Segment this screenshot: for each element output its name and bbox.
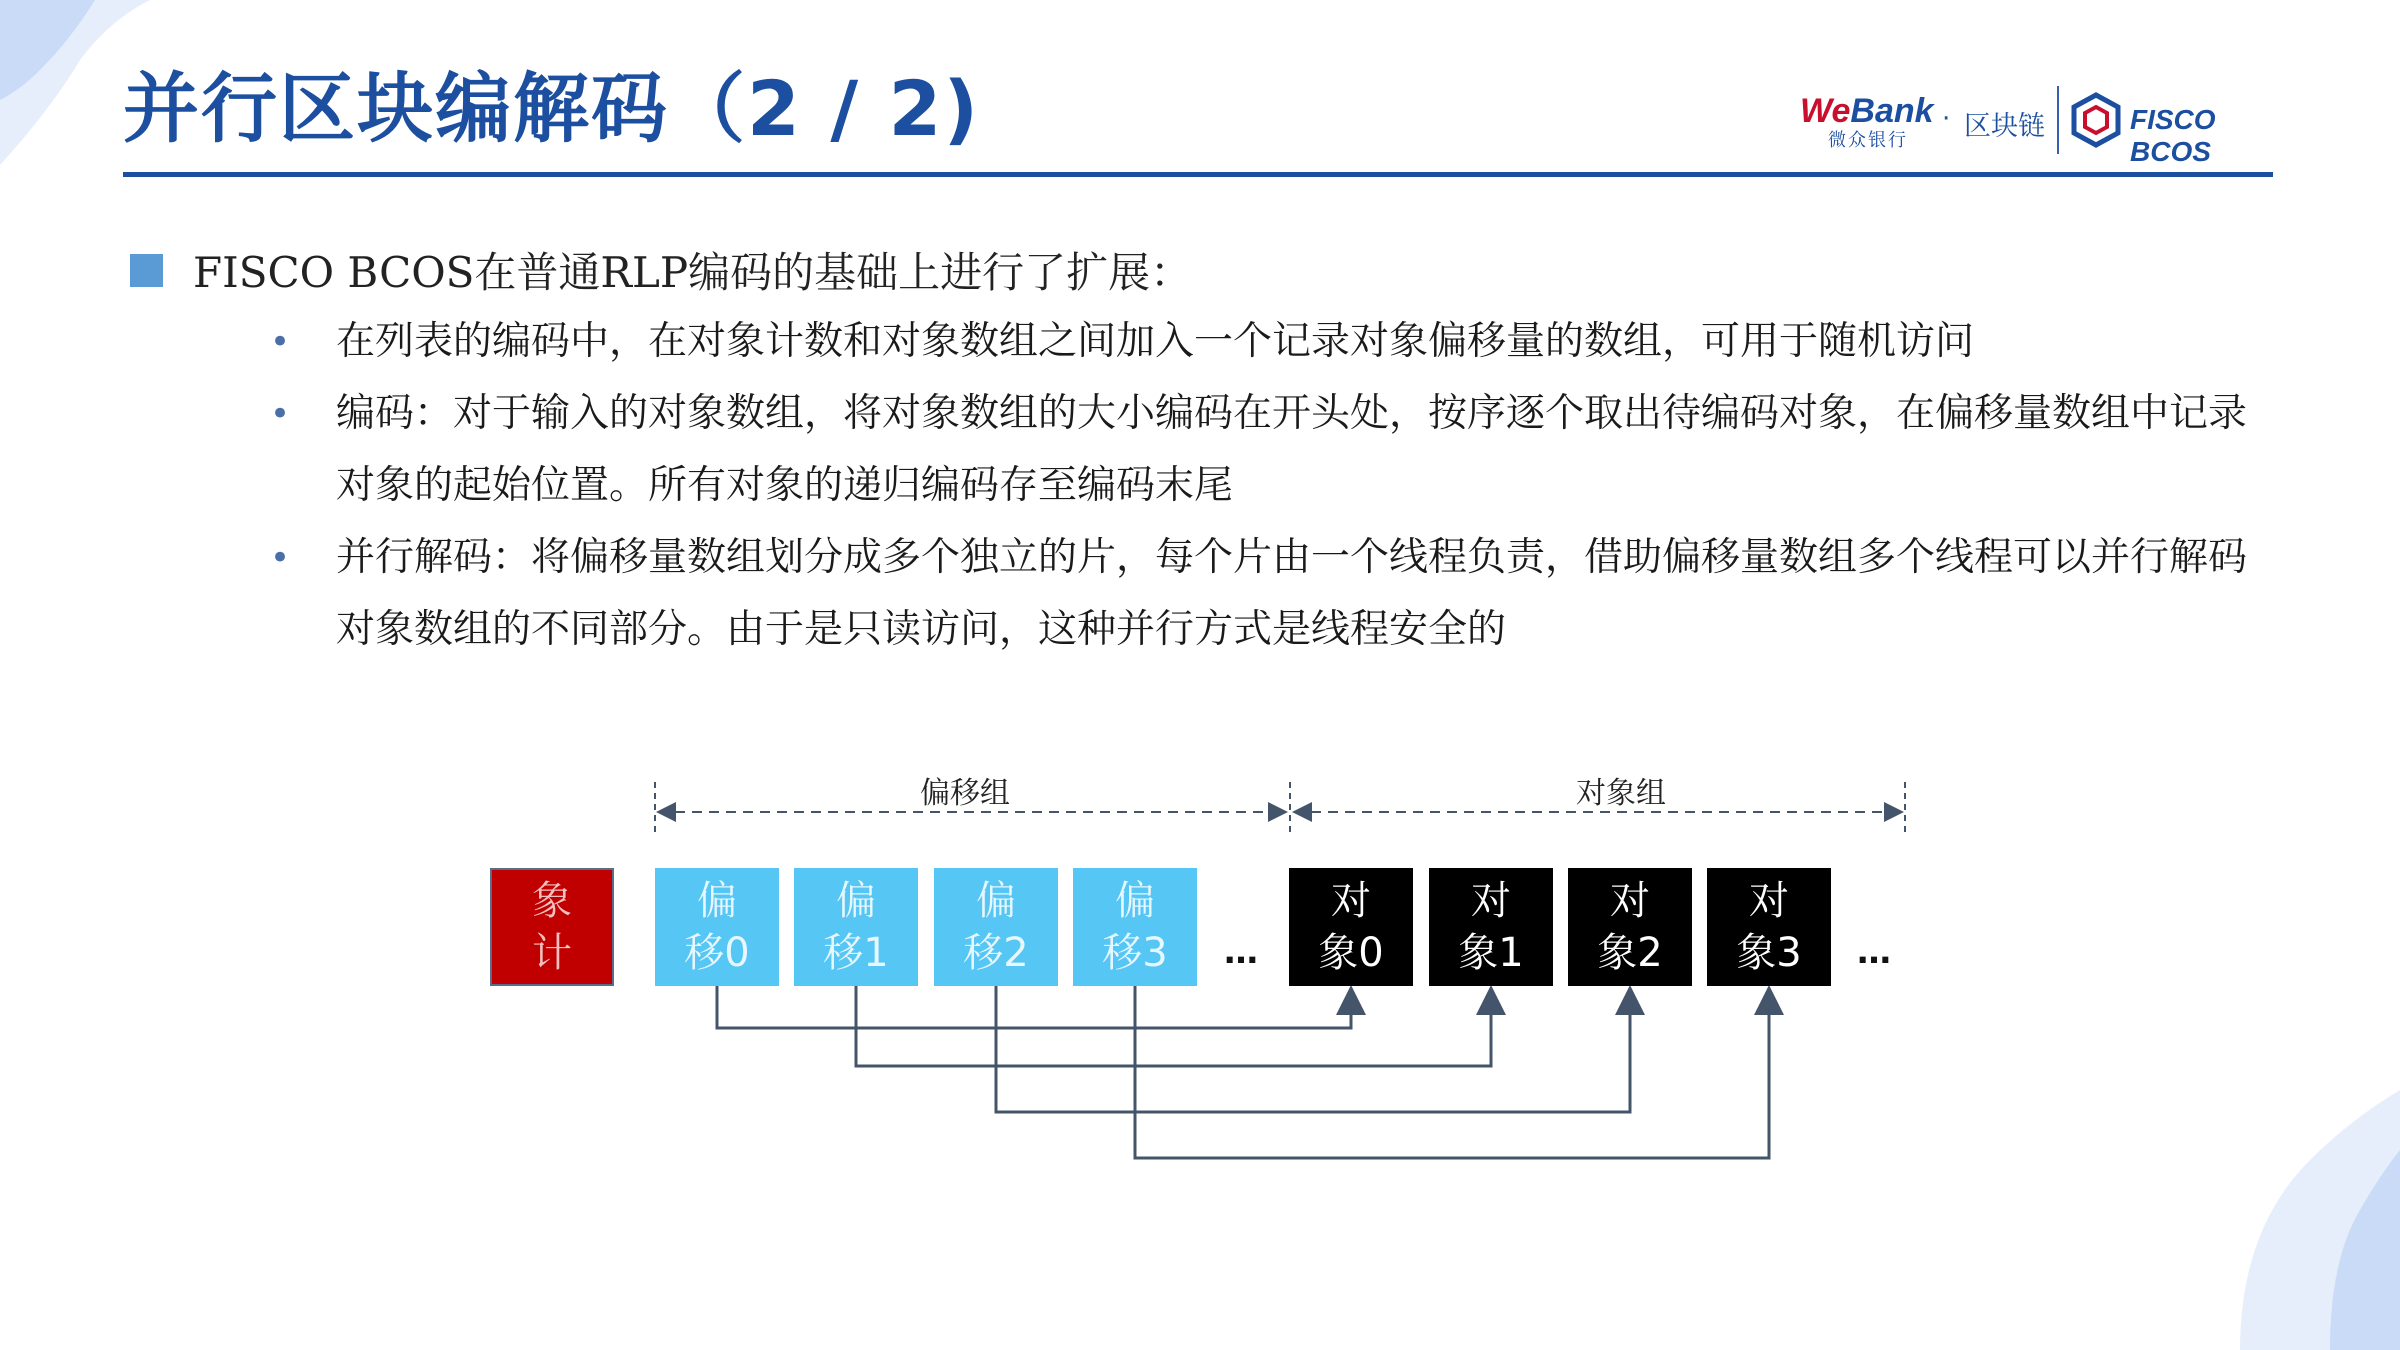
connector-offset0-to-object0 <box>717 986 1351 1028</box>
logo-dot: · <box>1942 104 1951 134</box>
object-box-1: 对 象1 <box>1429 868 1553 986</box>
bullet-dot-icon: • <box>270 394 291 434</box>
object-group-label: 对象组 <box>1576 776 1666 811</box>
connector-offset3-to-object3 <box>1135 986 1769 1158</box>
object-box-3: 对 象3 <box>1707 868 1831 986</box>
bullet-dot-icon: • <box>270 322 291 362</box>
object-box-2: 对 象2 <box>1568 868 1692 986</box>
webank-logo: WeBank <box>1800 92 1934 130</box>
offset-ellipsis: … <box>1224 932 1258 972</box>
offset-box-0: 偏 移0 <box>655 868 779 986</box>
offset-box-3: 偏 移3 <box>1073 868 1197 986</box>
object-count-box: 象 计 <box>490 868 614 986</box>
offset-box-1: 偏 移1 <box>794 868 918 986</box>
offset-box-2: 偏 移2 <box>934 868 1058 986</box>
object-box-0: 对 象0 <box>1289 868 1413 986</box>
lead-text: FISCO BCOS在普通RLP编码的基础上进行了扩展： <box>193 248 1193 297</box>
object-ellipsis: … <box>1857 932 1891 972</box>
connector-offset2-to-object2 <box>996 986 1630 1112</box>
page-title: 并行区块编解码（2 / 2) <box>123 64 981 153</box>
webank-subtitle: 微众银行 <box>1828 130 1908 151</box>
connector-offset1-to-object1 <box>856 986 1491 1066</box>
offset-group-label: 偏移组 <box>920 776 1010 811</box>
fisco-bcos-logo: FISCO BCOS <box>2130 104 2216 167</box>
bullet-text: 编码：对于输入的对象数组，将对象数组的大小编码在开头处，按序逐个取出待编码对象，在偏移量数组中记录对象的起始位置。所有对象的递归编码存至编码末尾 <box>336 391 2248 508</box>
bullet-dot-icon: • <box>270 538 291 578</box>
bullet-text: 并行解码：将偏移量数组划分成多个独立的片，每个片由一个线程负责，借助偏移量数组多个线程可以并行解码对象数组的不同部分。由于是只读访问，这种并行方式是线程安全的 <box>336 535 2248 652</box>
bullet-text: 在列表的编码中，在对象计数和对象数组之间加入一个记录对象偏移量的数组，可用于随机访问 <box>336 319 1975 364</box>
blockchain-label: 区块链 <box>1964 111 2045 142</box>
